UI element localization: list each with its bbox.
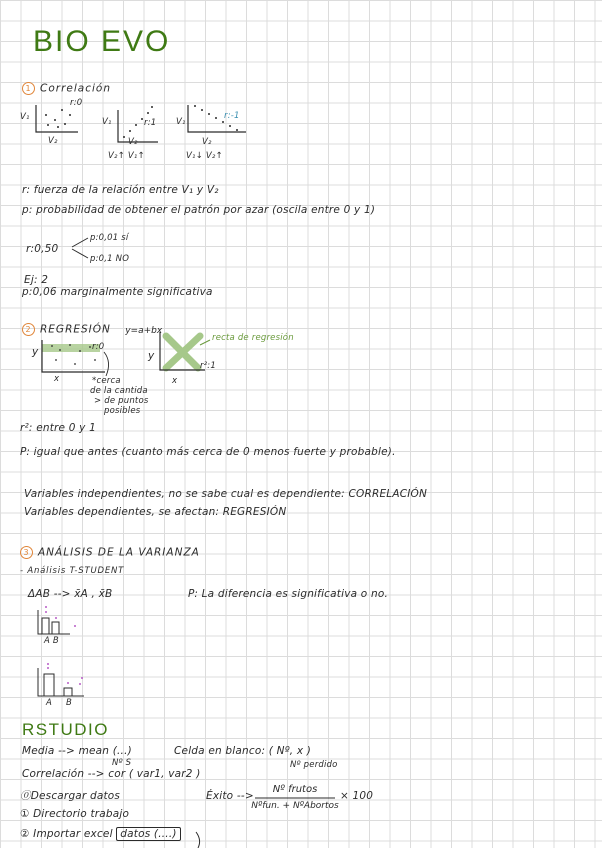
- rstudio-celda-sub: Nº perdido: [290, 760, 338, 770]
- section-number-badge: 2: [22, 323, 35, 336]
- r2-line: r²: entre 0 y 1: [20, 422, 96, 434]
- reg-g2-y: y: [148, 350, 155, 362]
- corr-g3-xlabel: V₂: [202, 137, 212, 147]
- reg-g1-x: x: [54, 374, 60, 384]
- exito-denominator: Nºfun. + NºAbortos: [251, 801, 339, 811]
- rstudio-step2-box: datos (....): [116, 827, 180, 841]
- reg-g1-r: r:0: [92, 342, 105, 352]
- reg-note-1: *cerca: [92, 376, 121, 386]
- section-number-badge: 3: [20, 546, 33, 559]
- def-p: p: probabilidad de obtener el patrón por azar (oscila entre 0 y 1): [22, 204, 376, 216]
- example-p1: p:0,01 sí: [90, 233, 129, 243]
- corr-g2-caption: V₂↑ V₁↑: [108, 151, 145, 161]
- section-regression-heading: [22, 323, 162, 336]
- tstudent-line: - Análisis T-STUDENT: [20, 566, 125, 576]
- rstudio-media: Media --> mean (...): [22, 745, 132, 757]
- rstudio-celda: Celda en blanco: ( Nº, x ): [174, 745, 312, 757]
- p-line: P: igual que antes (cuanto más cerca de 0 menos fuerte y probable).: [20, 446, 396, 458]
- rstudio-correlacion: Correlación --> cor ( var1, var2 ): [22, 768, 201, 780]
- dab-line: ΔAB --> x̄A , x̄B: [28, 588, 113, 600]
- corr-g2-xlabel: V₂: [128, 137, 138, 147]
- corr-g3-r: r:-1: [224, 111, 240, 121]
- reg-note-2: de la cantida: [90, 386, 148, 396]
- anova-bars-2: [38, 668, 84, 696]
- corr-g1-xlabel: V₂: [48, 136, 58, 146]
- anova-bars-1: [38, 610, 70, 634]
- rstudio-step2-label: ② Importar excel: [20, 828, 113, 840]
- exito-label: Éxito -->: [206, 790, 254, 802]
- p-diff-line: P: La diferencia es significativa o no.: [188, 588, 388, 600]
- section-anova-heading: [20, 546, 200, 559]
- anova-bars2-a: A: [46, 698, 53, 708]
- corr-g3-ylabel: V₁: [176, 117, 186, 127]
- page-title: BIO EVO: [33, 25, 171, 58]
- recta-label: recta de regresión: [212, 333, 294, 343]
- correlation-graph-r0: [36, 105, 78, 132]
- anova-bars1-labels: A B: [44, 636, 59, 646]
- section-title: REGRESIÓN: [40, 323, 111, 336]
- reg-g2-r: r²:1: [200, 361, 216, 371]
- exito-times: × 100: [340, 790, 374, 802]
- reg-note-3: > de puntos: [94, 396, 149, 406]
- corr-g1-r: r:0: [70, 98, 83, 108]
- reg-g1-y: y: [32, 346, 39, 358]
- rstudio-step2: [20, 828, 181, 840]
- regression-formula: y=a+bx: [125, 325, 163, 336]
- corr-g1-ylabel: V₁: [20, 112, 30, 122]
- anova-bars2-b: B: [66, 698, 73, 708]
- exito-numerator: Nº frutos: [272, 784, 318, 795]
- section-title: ANÁLISIS DE LA VARIANZA: [38, 546, 200, 559]
- ej-p: p:0,06 marginalmente significativa: [22, 286, 213, 298]
- section-title: Correlación: [40, 82, 111, 95]
- reg-g2-x: x: [172, 376, 178, 386]
- rstudio-step1: ① Directorio trabajo: [20, 808, 130, 820]
- rstudio-heading: RSTUDIO: [22, 720, 109, 739]
- example-r: r:0,50: [26, 243, 59, 255]
- rstudio-media-sub: Nº S: [112, 758, 132, 768]
- section-number-badge: 1: [22, 82, 35, 95]
- corr-g2-r: r:1: [144, 118, 157, 128]
- rstudio-step0: ⓪Descargar datos: [20, 790, 121, 802]
- example-p2: p:0,1 NO: [90, 254, 130, 264]
- corr-g2-ylabel: V₁: [102, 117, 112, 127]
- ej-label: Ej: 2: [24, 274, 49, 286]
- corr-g3-caption: V₁↓ V₂↑: [186, 151, 223, 161]
- dep-line: Variables dependientes, se afectan: REGRESIÓN: [24, 506, 287, 518]
- indep-line: Variables independientes, no se sabe cual es dependiente: CORRELACIÓN: [24, 488, 428, 500]
- reg-note-4: posibles: [104, 406, 141, 416]
- def-r: r: fuerza de la relación entre V₁ y V₂: [22, 184, 219, 196]
